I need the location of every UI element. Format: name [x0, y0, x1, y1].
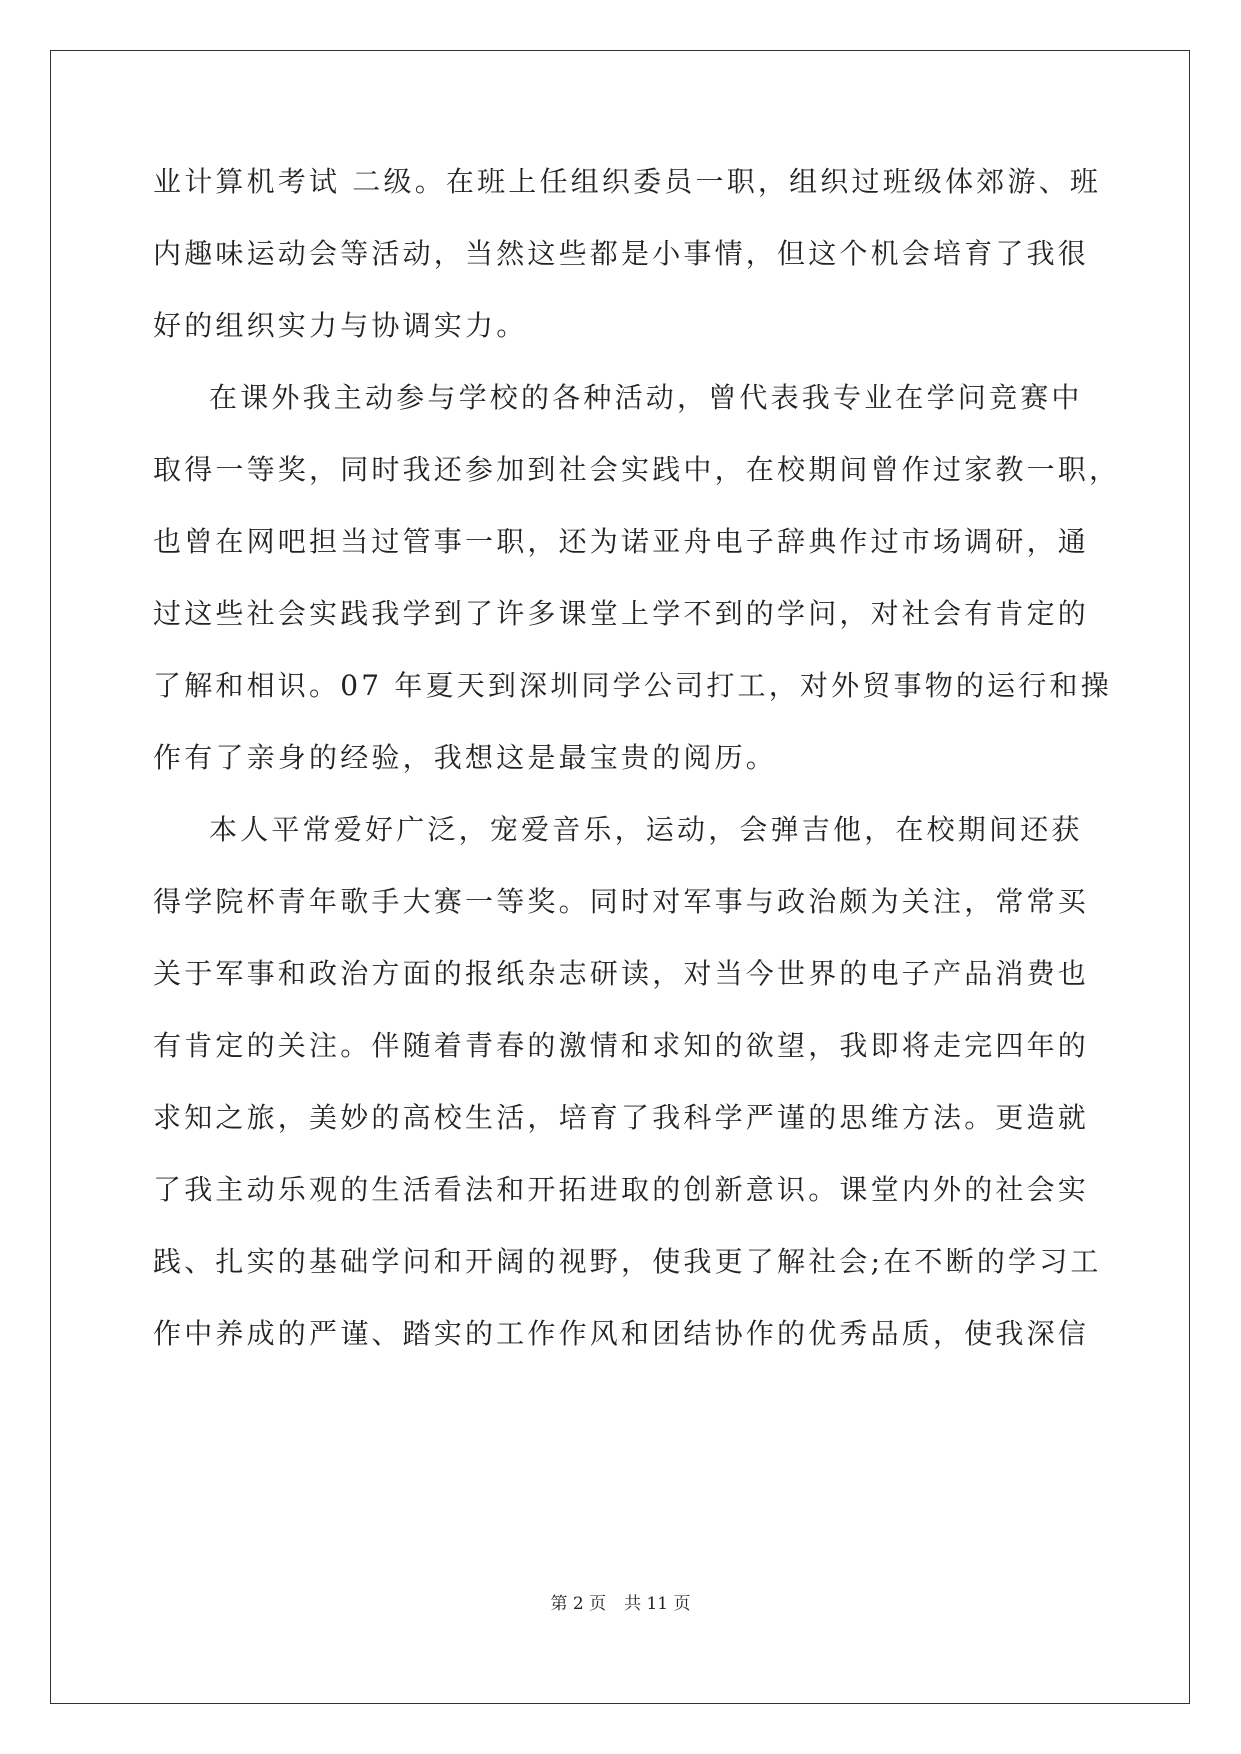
text-line: 践、扎实的基础学问和开阔的视野，使我更了解社会;在不断的学习工 [153, 1245, 1102, 1278]
text-line: 好的组织实力与协调实力。 [153, 309, 528, 342]
page-border [50, 50, 1190, 1704]
page-footer [0, 1592, 1241, 1616]
page-number: 第 2 页 [550, 1594, 607, 1614]
text-line: 求知之旅，美妙的高校生活，培育了我科学严谨的思维方法。更造就 [153, 1101, 1090, 1134]
text-line: 了解和相识。07 年夏天到深圳同学公司打工，对外贸事物的运行和操 [153, 669, 1112, 702]
paragraph-first-line: 在课外我主动参与学校的各种活动，曾代表我专业在学问竞赛中 [209, 381, 1083, 414]
paragraph-first-line: 本人平常爱好广泛，宠爱音乐，运动，会弹吉他，在校期间还获 [209, 813, 1083, 846]
page-total: 共 11 页 [624, 1594, 691, 1614]
text-line: 取得一等奖，同时我还参加到社会实践中，在校期间曾作过家教一职， [153, 453, 1121, 486]
text-line: 得学院杯青年歌手大赛一等奖。同时对军事与政治颇为关注，常常买 [153, 885, 1090, 918]
text-line: 作有了亲身的经验，我想这是最宝贵的阅历。 [153, 741, 778, 774]
text-line: 关于军事和政治方面的报纸杂志研读，对当今世界的电子产品消费也 [153, 957, 1090, 990]
text-line: 了我主动乐观的生活看法和开拓进取的创新意识。课堂内外的社会实 [153, 1173, 1090, 1206]
text-line: 也曾在网吧担当过管事一职，还为诺亚舟电子辞典作过市场调研，通 [153, 525, 1090, 558]
text-line: 业计算机考试 二级。在班上任组织委员一职，组织过班级体郊游、班 [153, 165, 1102, 198]
text-line: 内趣味运动会等活动，当然这些都是小事情，但这个机会培育了我很 [153, 237, 1090, 270]
text-line: 有肯定的关注。伴随着青春的激情和求知的欲望，我即将走完四年的 [153, 1029, 1090, 1062]
text-line: 作中养成的严谨、踏实的工作作风和团结协作的优秀品质，使我深信 [153, 1317, 1090, 1350]
text-line: 过这些社会实践我学到了许多课堂上学不到的学问，对社会有肯定的 [153, 597, 1090, 630]
